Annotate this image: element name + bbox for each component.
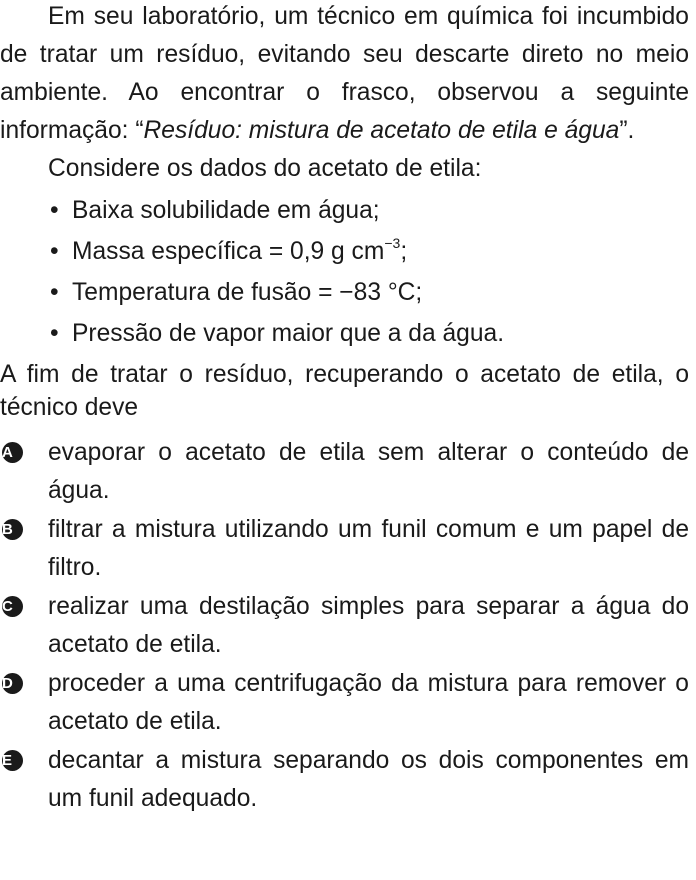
answer-options bbox=[0, 434, 689, 817]
option-a[interactable] bbox=[0, 434, 689, 509]
property-text: Pressão de vapor maior que a da água. bbox=[72, 320, 505, 347]
intro-quote-close: ”. bbox=[619, 117, 635, 144]
list-item bbox=[48, 272, 689, 313]
option-text: realizar uma destilação simples para separar a água do acetato de etila. bbox=[48, 593, 689, 658]
bullet-icon: • bbox=[50, 197, 59, 224]
option-text: proceder a uma centrifugação da mistura para remover o acetato de etila. bbox=[48, 670, 689, 735]
consider-line: Considere os dados do acetato de etila: bbox=[48, 155, 482, 182]
intro-quote: Resíduo: mistura de acetato de etila e água bbox=[143, 117, 620, 144]
option-letter-badge: A bbox=[2, 442, 23, 463]
option-letter-badge: B bbox=[2, 519, 23, 540]
bullet-icon: • bbox=[50, 238, 59, 265]
property-suffix: ; bbox=[400, 238, 408, 265]
option-text: evaporar o acetato de etila sem alterar o conteúdo de água. bbox=[48, 439, 689, 504]
list-item bbox=[48, 190, 689, 231]
option-d[interactable] bbox=[0, 665, 689, 740]
property-text: Baixa solubilidade em água; bbox=[72, 197, 380, 224]
list-item bbox=[48, 231, 689, 272]
option-text: filtrar a mistura utilizando um funil comum e um papel de filtro. bbox=[48, 516, 689, 581]
list-item bbox=[48, 313, 689, 354]
properties-list bbox=[0, 190, 689, 354]
bullet-icon: • bbox=[50, 279, 59, 306]
option-text: decantar a mistura separando os dois componentes em um funil adequado. bbox=[48, 747, 689, 812]
intro-text: Em seu laboratório, um técnico em química foi incumbido de tratar um resíduo, evitando seu descarte direto no meio ambiente. Ao encontrar o frasco, observou a seguinte informação: “ bbox=[0, 3, 689, 144]
intro-paragraph bbox=[0, 0, 689, 150]
property-exponent: −3 bbox=[384, 234, 401, 251]
option-letter-badge: C bbox=[2, 596, 23, 617]
property-text: Temperatura de fusão = −83 °C; bbox=[72, 279, 423, 306]
property-text: Massa específica = 0,9 g cm bbox=[72, 238, 385, 265]
question-stem: A fim de tratar o resíduo, recuperando o acetato de etila, o técnico deve bbox=[0, 361, 689, 421]
option-letter-badge: D bbox=[2, 673, 23, 694]
option-b[interactable] bbox=[0, 511, 689, 586]
bullet-icon: • bbox=[50, 320, 59, 347]
option-c[interactable] bbox=[0, 588, 689, 663]
option-letter-badge: E bbox=[2, 750, 23, 771]
option-e[interactable] bbox=[0, 742, 689, 817]
